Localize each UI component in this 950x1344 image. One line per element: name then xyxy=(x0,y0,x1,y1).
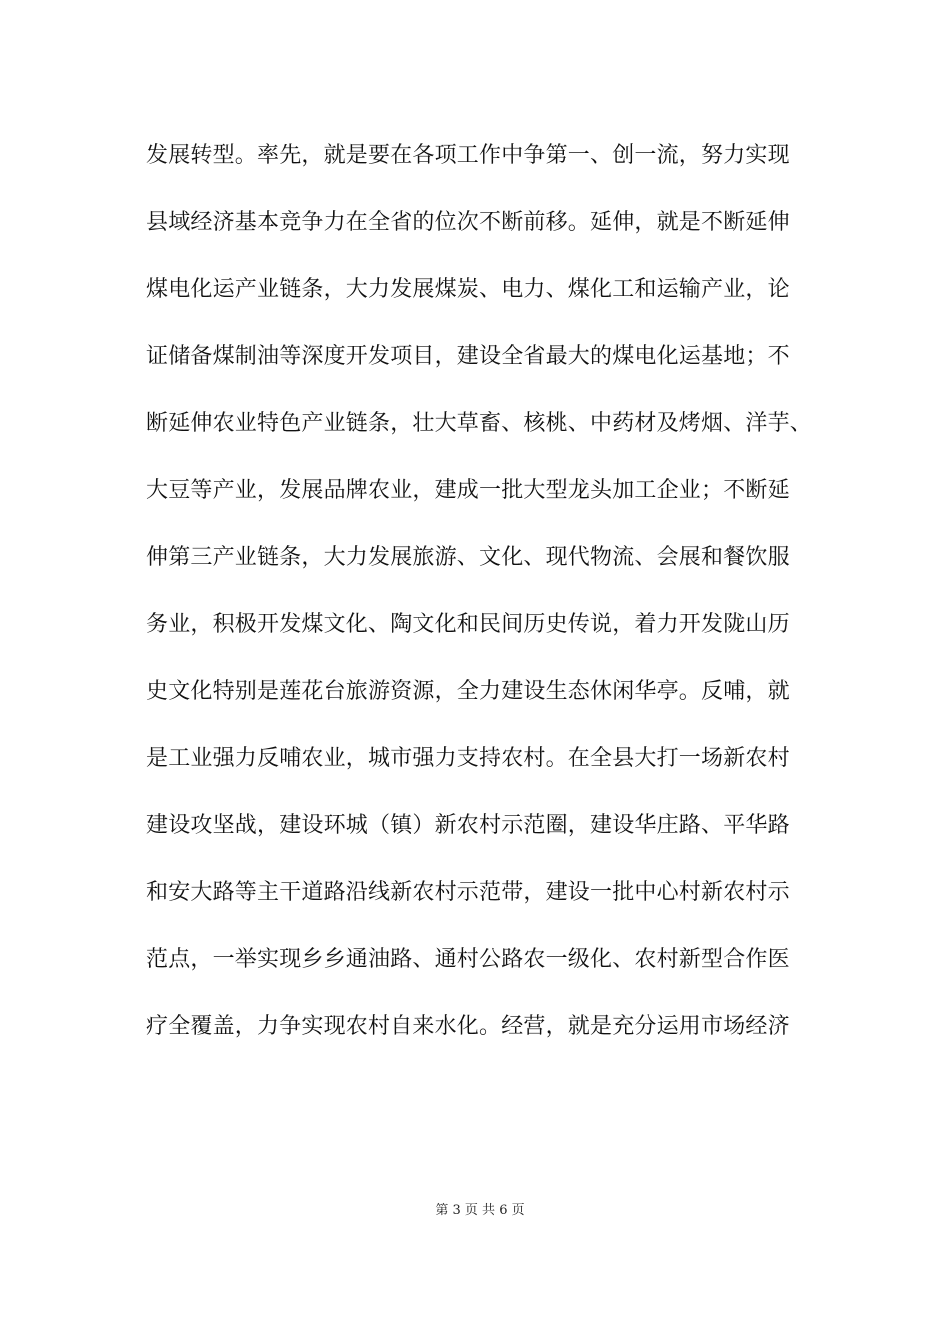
text-line: 和安大路等主干道路沿线新农村示范带，建设一批中心村新农村示 xyxy=(146,880,790,905)
text-line: 证储备煤制油等深度开发项目，建设全省最大的煤电化运基地；不 xyxy=(146,344,790,369)
page-number-footer: 第 3 页 共 6 页 xyxy=(435,1203,525,1218)
text-line: 发展转型。率先，就是要在各项工作中争第一、创一流，努力实现 xyxy=(146,143,790,168)
text-line: 大豆等产业，发展品牌农业，建成一批大型龙头加工企业；不断延 xyxy=(146,478,790,503)
text-line: 伸第三产业链条，大力发展旅游、文化、现代物流、会展和餐饮服 xyxy=(146,545,790,570)
text-line: 务业，积极开发煤文化、陶文化和民间历史传说，着力开发陇山历 xyxy=(146,612,790,637)
text-line: 断延伸农业特色产业链条，壮大草畜、核桃、中药材及烤烟、洋芋、 xyxy=(146,411,813,436)
text-line: 煤电化运产业链条，大力发展煤炭、电力、煤化工和运输产业，论 xyxy=(146,277,790,302)
body-text xyxy=(146,134,826,1072)
text-line: 建设攻坚战，建设环城（镇）新农村示范圈，建设华庄路、平华路 xyxy=(146,813,790,838)
text-line: 范点，一举实现乡乡通油路、通村公路农一级化、农村新型合作医 xyxy=(146,947,790,972)
text-line: 县域经济基本竞争力在全省的位次不断前移。延伸，就是不断延伸 xyxy=(146,210,790,235)
text-line: 疗全覆盖，力争实现农村自来水化。经营，就是充分运用市场经济 xyxy=(146,1014,790,1039)
text-line: 史文化特别是莲花台旅游资源，全力建设生态休闲华亭。反哺，就 xyxy=(146,679,790,704)
text-line: 是工业强力反哺农业，城市强力支持农村。在全县大打一场新农村 xyxy=(146,746,790,771)
